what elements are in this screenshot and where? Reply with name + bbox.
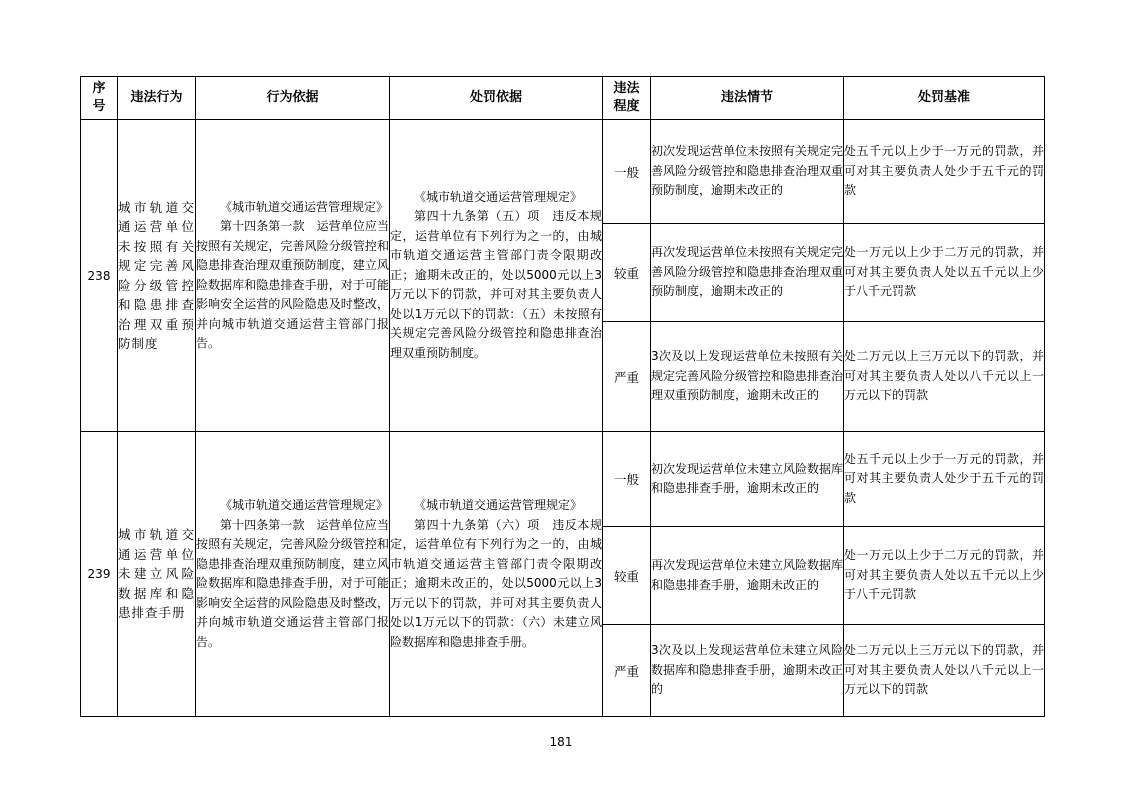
penalty-basis-text: 第四十九条第（五）项 违反本规定，运营单位有下列行为之一的，由城市轨道交通运营主管部门责令限期改正；逾期未改正的，处以5000元以上3万元以下的罚款，并可对其主要负责人处以1万元以下的罚款：（五）未按照有关规定完善风险分级管控和隐患排查治理双重预防制度。 (390, 209, 602, 360)
circumstance-cell: 再次发现运营单位未建立风险数据库和隐患排查手册，逾期未改正的 (651, 527, 844, 625)
header-standard: 处罚基准 (844, 77, 1045, 120)
degree-cell: 严重 (603, 322, 651, 432)
penalty-standards-table (80, 76, 1045, 717)
header-degree: 违法程度 (603, 77, 651, 120)
standard-cell: 处一万元以上少于二万元的罚款，并可对其主要负责人处以五千元以上少于八千元罚款 (844, 527, 1045, 625)
header-row (81, 77, 1045, 120)
row-violation: 城市轨道交通运营单位未建立风险数据库和隐患排查手册 (118, 432, 196, 717)
row-basis (196, 120, 390, 432)
degree-cell: 严重 (603, 625, 651, 717)
penalty-basis-text: 第四十九条第（六）项 违反本规定，运营单位有下列行为之一的，由城市轨道交通运营主管部门责令限期改正；逾期未改正的，处以5000元以上3万元以下的罚款，并可对其主要负责人处以1万元以下的罚款：（六）未建立风险数据库和隐患排查手册。 (390, 517, 602, 649)
row-basis (196, 432, 390, 717)
basis-text: 第十四条第一款 运营单位应当按照有关规定，完善风险分级管控和隐患排查治理双重预防制度，建立风险数据库和隐患排查手册，对于可能影响安全运营的风险隐患及时整改，并向城市轨道交通运营主管部门报告。 (196, 219, 389, 350)
standard-cell: 处二万元以上三万元以下的罚款，并可对其主要负责人处以八千元以上一万元以下的罚款 (844, 625, 1045, 717)
degree-cell: 较重 (603, 527, 651, 625)
header-seq: 序号 (81, 77, 118, 120)
table-row (81, 432, 1045, 527)
basis-title: 《城市轨道交通运营管理规定》 (220, 199, 389, 214)
header-basis: 行为依据 (196, 77, 390, 120)
penalty-basis-title: 《城市轨道交通运营管理规定》 (414, 498, 583, 512)
header-violation: 违法行为 (118, 77, 196, 120)
row-violation: 城市轨道交通运营单位未按照有关规定完善风险分级管控和隐患排查治理双重预防制度 (118, 120, 196, 432)
circumstance-cell: 初次发现运营单位未按照有关规定完善风险分级管控和隐患排查治理双重预防制度，逾期未改正的 (651, 120, 844, 224)
standard-cell: 处二万元以上三万元以下的罚款，并可对其主要负责人处以八千元以上一万元以下的罚款 (844, 322, 1045, 432)
header-penalty-basis: 处罚依据 (390, 77, 603, 120)
basis-title: 《城市轨道交通运营管理规定》 (220, 498, 389, 512)
row-seq: 238 (81, 120, 118, 432)
degree-cell: 一般 (603, 120, 651, 224)
header-circumstance: 违法情节 (651, 77, 844, 120)
row-seq: 239 (81, 432, 118, 717)
standard-cell: 处五千元以上少于一万元的罚款，并可对其主要负责人处少于五千元的罚款 (844, 432, 1045, 527)
circumstance-cell: 初次发现运营单位未建立风险数据库和隐患排查手册，逾期未改正的 (651, 432, 844, 527)
standard-cell: 处五千元以上少于一万元的罚款，并可对其主要负责人处少于五千元的罚款 (844, 120, 1045, 224)
circumstance-cell: 3次及以上发现运营单位未按照有关规定完善风险分级管控和隐患排查治理双重预防制度，逾期未改正的 (651, 322, 844, 432)
degree-cell: 一般 (603, 432, 651, 527)
row-penalty-basis (390, 432, 603, 717)
row-penalty-basis (390, 120, 603, 432)
standard-cell: 处一万元以上少于二万元的罚款，并可对其主要负责人处以五千元以上少于八千元罚款 (844, 224, 1045, 322)
table-row (81, 120, 1045, 224)
penalty-basis-title: 《城市轨道交通运营管理规定》 (414, 189, 583, 204)
degree-cell: 较重 (603, 224, 651, 322)
page-number: 181 (549, 735, 573, 749)
circumstance-cell: 再次发现运营单位未按照有关规定完善风险分级管控和隐患排查治理双重预防制度，逾期未改正的 (651, 224, 844, 322)
circumstance-cell: 3次及以上发现运营单位未建立风险数据库和隐患排查手册，逾期未改正的 (651, 625, 844, 717)
basis-text: 第十四条第一款 运营单位应当按照有关规定，完善风险分级管控和隐患排查治理双重预防制度，建立风险数据库和隐患排查手册，对于可能影响安全运营的风险隐患及时整改，并向城市轨道交通运营主管部门报告。 (196, 517, 389, 649)
